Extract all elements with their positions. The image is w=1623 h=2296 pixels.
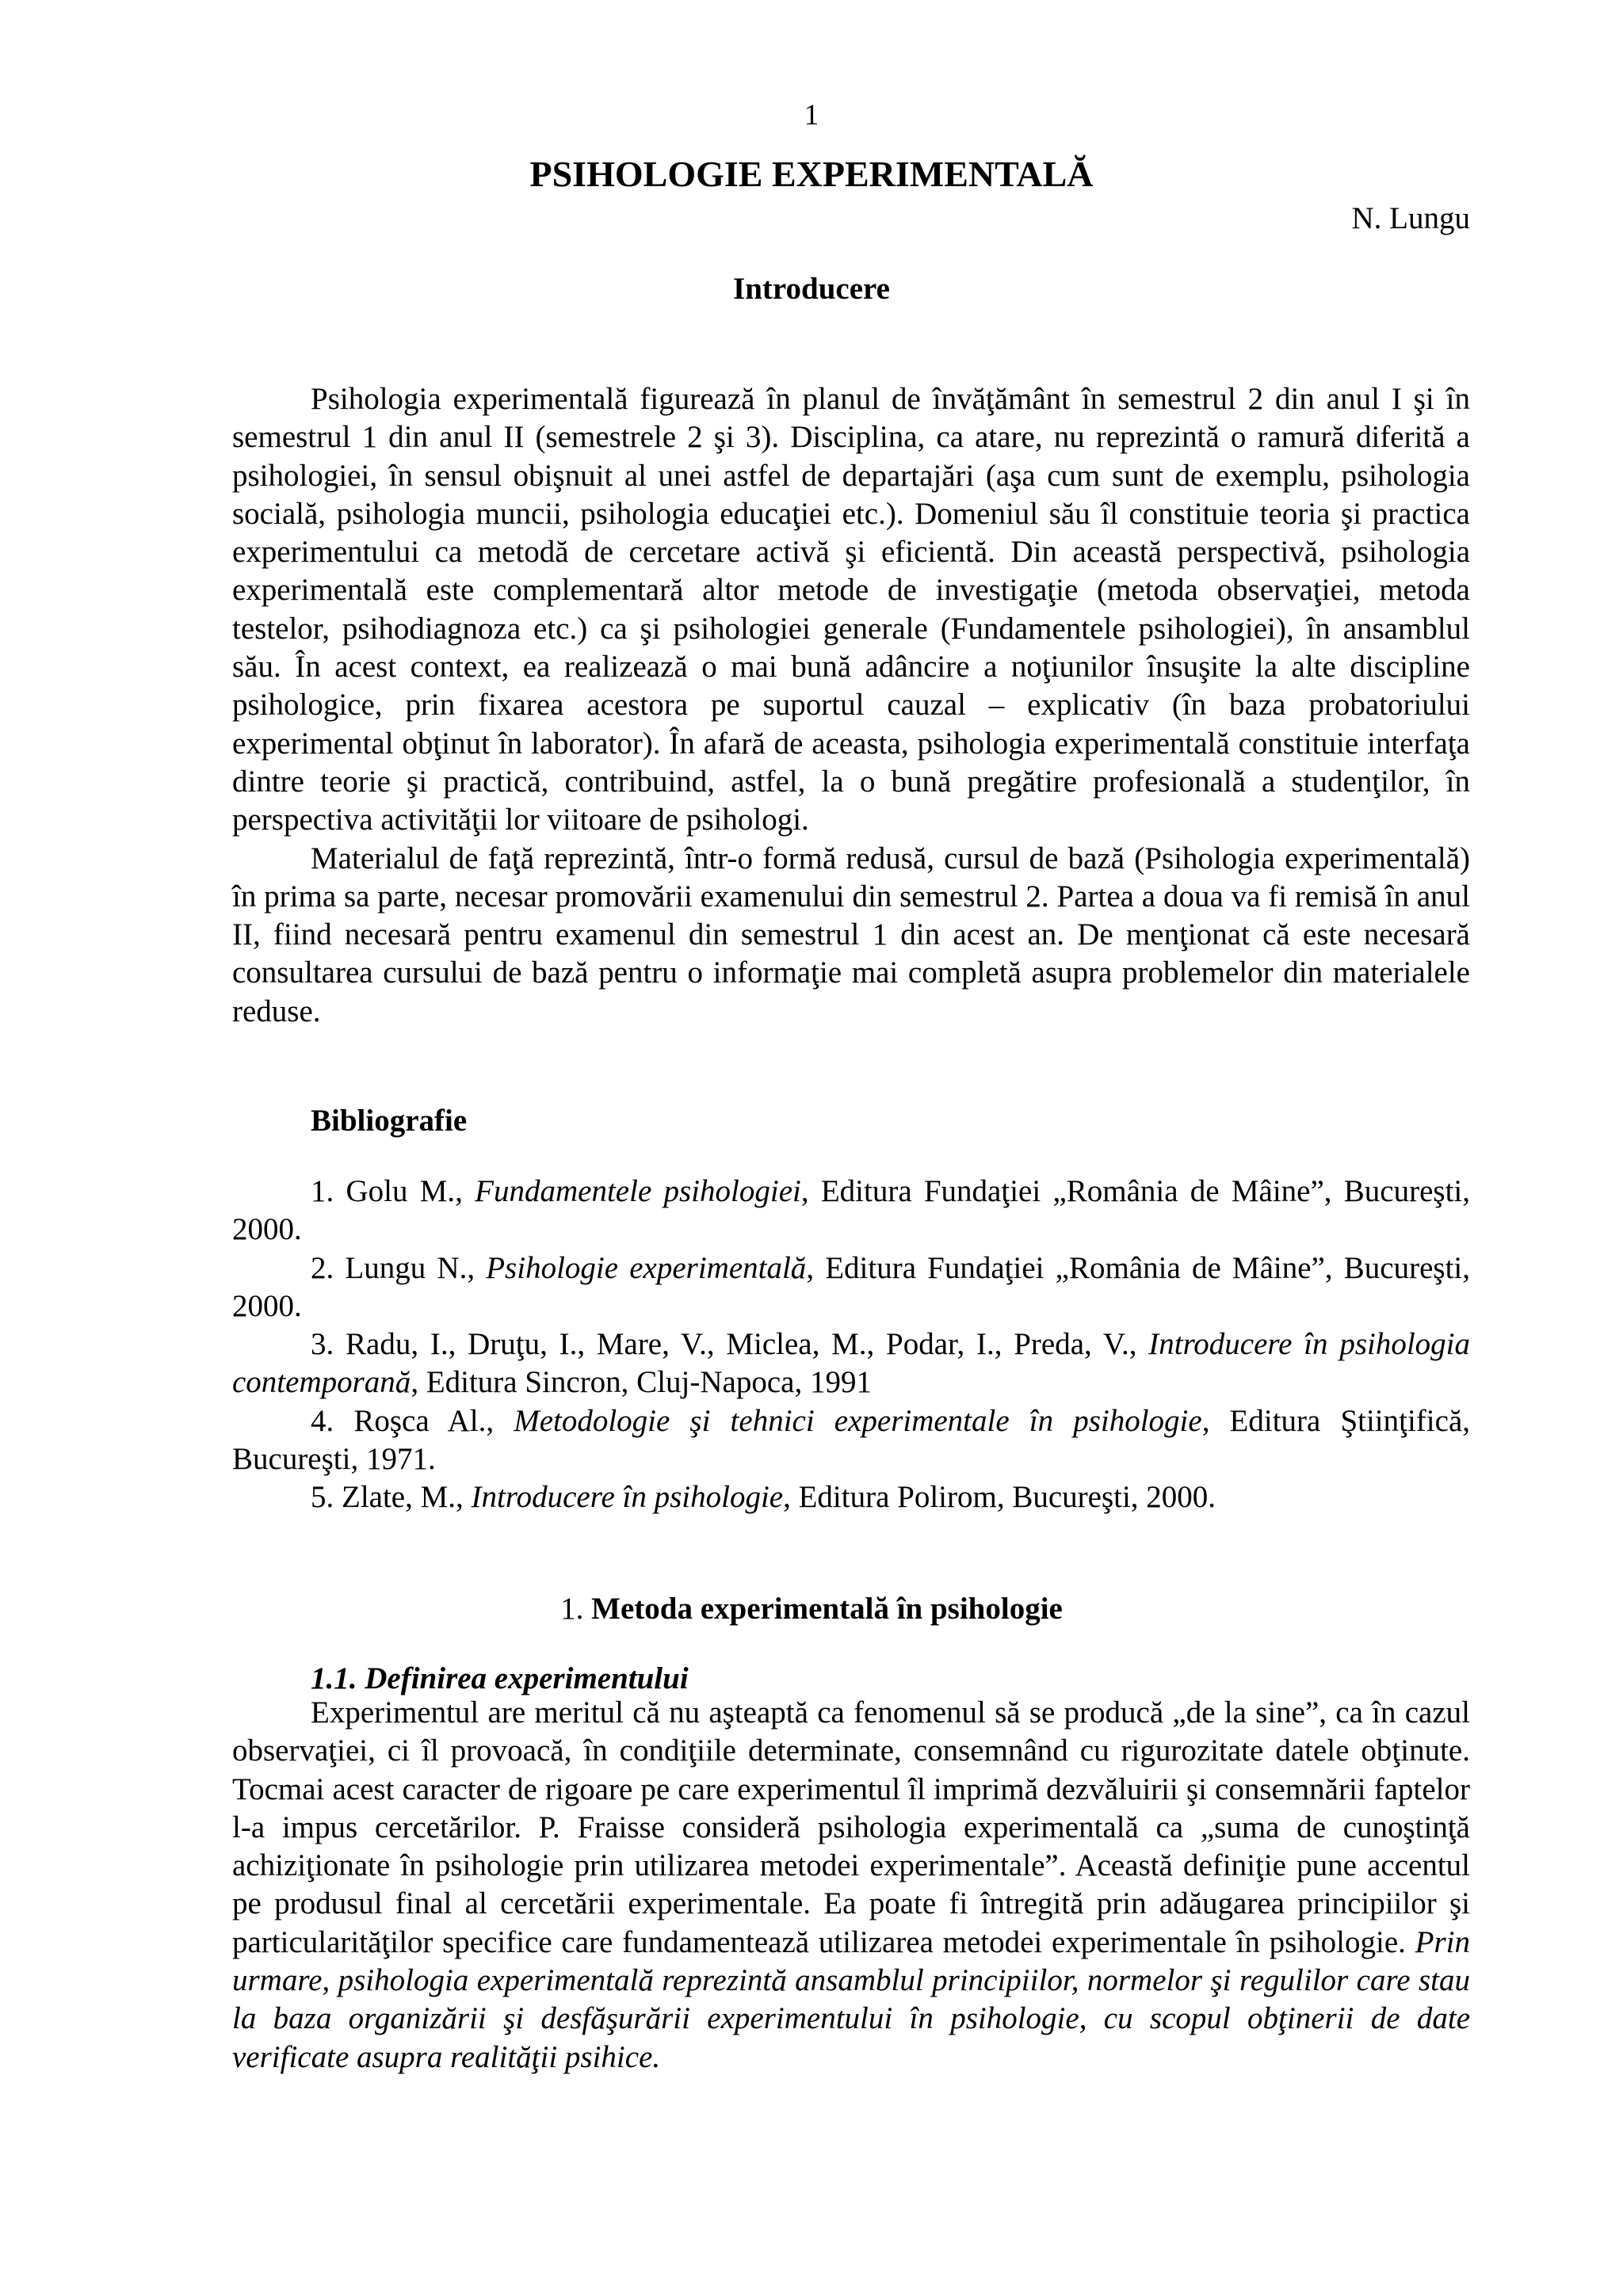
subsection-heading: 1.1. Definirea experimentului [311,1661,689,1695]
section-title: Metoda experimentală în psihologie [591,1592,1063,1626]
bibliography-entry [232,1173,1470,1249]
bibliography-heading: Bibliografie [311,1104,468,1138]
bibliography-entry-work-title: Fundamentele psihologiei [475,1174,801,1208]
bibliography-entry-work-title: Introducere în psihologie [471,1480,784,1515]
definition-body: Experimentul are meritul că nu aşteaptă ca fenomenul să se producă „de la sine”, ca în cazul observaţiei, ci îl provoacă, în condiţiile determinate, consemnând cu rigurozitate datele obţinute. Tocmai acest caracter de rigoare pe care experimentul îl imprimă dezvăluirii şi consemnării faptelor l-a impus cercetărilor. P. Fraisse consideră psihologia experimentală ca „suma de cunoştinţă achiziţionate în psihologie prin utilizarea metodei experimentale”. Această definiţie pune accentul pe produsul final al cercetării experimentale. Ea poate fi întregită prin adăugarea principiilor şi particularităţilor specifice care fundamentează utilizarea metodei experimentale în psihologie. [232,1695,1470,1959]
bibliography-entry-publisher: , Editura Polirom, Bucureşti, 2000. [783,1480,1216,1515]
bibliography-entry-work-title: Psihologie experimentală [486,1250,807,1285]
bibliography-entry-publisher: , Editura Ştiinţifică, Bucureşti, 1971. [232,1403,1471,1477]
definition-paragraph [232,1694,1470,2077]
introduction-heading: Introducere [733,272,890,306]
page-number: 1 [804,99,819,132]
bibliography-entry-work-title: Metodologie şi tehnici experimentale în psihologie [514,1403,1202,1438]
introduction-text [232,380,1470,1031]
author-name: N. Lungu [1351,201,1470,235]
section-heading [0,1591,1623,1627]
bibliography-entry [232,1478,1470,1516]
bibliography-entry-author: 2. Lungu N., [311,1250,487,1285]
bibliography-entry-author: 5. Zlate, M., [311,1480,472,1515]
bibliography-entry-author: 3. Radu, I., Druţu, I., Mare, V., Miclea, M., Podar, I., Preda, V., [311,1327,1149,1362]
introduction-paragraph: Psihologia experimentală figurează în planul de învăţământ în semestrul 2 din anul I şi în semestrul 1 din anul II (semestrele 2 şi 3). Disciplina, ca atare, nu reprezintă o ramură diferită a psihologiei, în sensul obişnuit al unei astfel de departajări (aşa cum sunt de exemplu, psihologia socială, psihologia muncii, psihologia educaţiei etc.). Domeniul său îl constituie teoria şi practica experimentului ca metodă de cercetare activă şi eficientă. Din această perspectivă, psihologia experimentală este complementară altor metode de investigaţie (metoda observaţiei, metoda testelor, psihodiagnoza etc.) ca şi psihologiei generale (Fundamentele psihologiei), în ansamblul său. În acest context, ea realizează o mai bună adâncire a noţiunilor însuşite la alte discipline psihologice, prin fixarea acestora pe suportul cauzal – explicativ (în baza probatoriului experimental obţinut în laborator). În afară de aceasta, psihologia experimentală constituie interfaţa dintre teorie şi practică, contribuind, astfel, la o bună pregătire profesională a studenţilor, în perspectiva activităţii lor viitoare de psihologi. [232,382,1470,837]
bibliography-list [232,1173,1470,1517]
definition-text [232,1694,1470,2077]
bibliography-entry-publisher: , Editura Fundaţiei „România de Mâine”, Bucureşti, 2000. [232,1174,1470,1247]
bibliography-entry-author: 1. Golu M., [311,1174,475,1208]
bibliography-entry [232,1325,1470,1402]
bibliography-entry-author: 4. Roşca Al., [311,1403,514,1438]
bibliography-entry [232,1249,1470,1326]
document-title: PSIHOLOGIE EXPERIMENTALĂ [529,154,1094,194]
section-number: 1. [560,1592,584,1626]
bibliography-entry-work-title: Introducere în psihologia contemporană [232,1327,1471,1400]
bibliography-entry-publisher: , Editura Fundaţiei „România de Mâine”, Bucureşti, 2000. [232,1250,1470,1323]
introduction-paragraph: Materialul de faţă reprezintă, într-o formă redusă, cursul de bază (Psihologia experimentală) în prima sa parte, necesar promovării examenului din semestrul 2. Partea a doua va fi remisă în anul II, fiind necesară pentru examenul din semestrul 1 din acest an. De menţionat că este necesară consultarea cursului de bază pentru o informaţie mai completă asupra problemelor din materialele reduse. [232,841,1470,1028]
bibliography-entry-publisher: , Editura Sincron, Cluj-Napoca, 1991 [411,1365,872,1400]
definition-emphasis: Prin urmare, psihologia experimentală reprezintă ansamblul principiilor, normelor şi regulilor care stau la baza organizării şi desfăşurării experimentului în psihologie, cu scopul obţinerii de date verificate asupra realităţii psihice. [232,1924,1470,2074]
bibliography-entry [232,1402,1470,1479]
